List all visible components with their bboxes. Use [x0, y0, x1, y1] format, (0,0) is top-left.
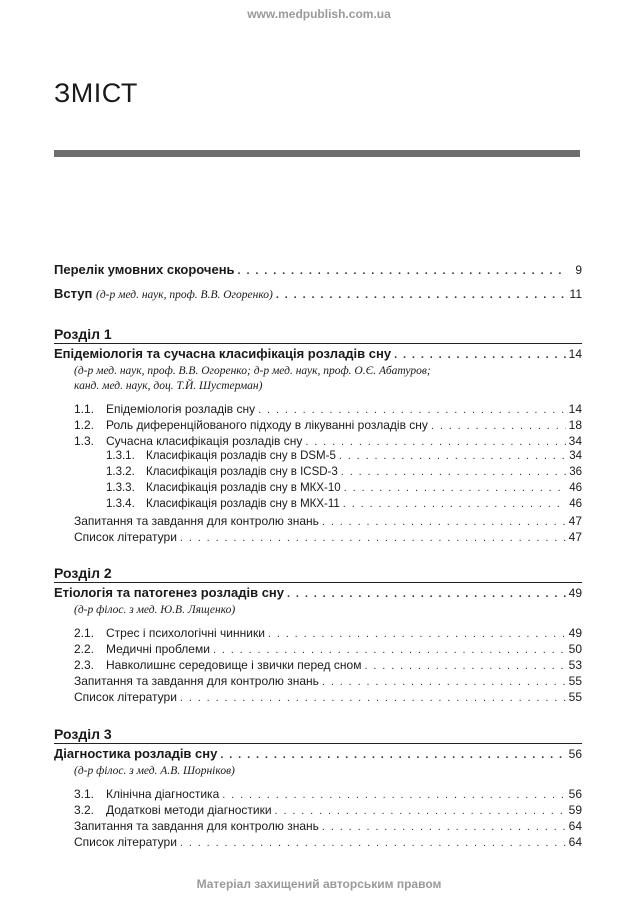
- watermark-copyright: Матеріал захищений авторським правом: [196, 877, 442, 891]
- dot-leader: [339, 450, 566, 462]
- toc-page-number: 14: [568, 347, 582, 361]
- toc-page-number: 36: [569, 466, 582, 478]
- dot-leader: [220, 749, 565, 761]
- toc-entry-references[interactable]: [54, 690, 582, 706]
- toc-entry-authors: (д-р мед. наук, проф. В.В. Огоренко): [96, 289, 273, 301]
- section-rule: [54, 743, 582, 744]
- section-rule: [54, 582, 582, 583]
- toc-section-title[interactable]: [54, 585, 582, 603]
- toc-page-number: 49: [568, 586, 582, 600]
- toc-entry-references[interactable]: [54, 835, 582, 851]
- toc-page-number: 64: [568, 819, 582, 833]
- section-heading: Розділ 1: [54, 326, 112, 342]
- toc-section-title[interactable]: [54, 346, 582, 364]
- toc-entry-number: 1.3.1.: [106, 450, 135, 462]
- toc-entry-label: [74, 626, 265, 640]
- toc-entry-label: [106, 466, 338, 478]
- toc-entry-introduction[interactable]: [54, 286, 582, 304]
- toc-section-1: [54, 326, 582, 546]
- toc-page-number: 9: [575, 263, 582, 277]
- dot-leader: [180, 837, 566, 849]
- toc-entry-number: 2.1.: [74, 626, 95, 640]
- toc-section-3: [54, 726, 582, 851]
- toc-entry[interactable]: [54, 787, 582, 803]
- dot-leader: [341, 466, 566, 478]
- toc-entry-title: Класифікація розладів сну в DSM-5: [146, 450, 336, 462]
- toc-entry-references[interactable]: [54, 530, 582, 546]
- toc-entry-label: [106, 450, 336, 462]
- toc-entry-review-questions[interactable]: [54, 514, 582, 530]
- toc-entry-number: 1.3.4.: [106, 498, 135, 510]
- toc-entry-label: Список літератури: [74, 835, 177, 849]
- toc-entry-title: Стрес і психологічні чинники: [106, 626, 265, 640]
- toc-entry-label: Запитання та завдання для контролю знань: [74, 514, 319, 528]
- toc-entry-label: [106, 498, 340, 510]
- toc-entry-label: [74, 803, 272, 817]
- toc-entry-number: 1.3.3.: [106, 482, 135, 494]
- section-authors: [54, 764, 582, 779]
- dot-leader: [322, 516, 566, 528]
- toc-entry[interactable]: [54, 402, 582, 418]
- dot-leader: [305, 436, 565, 448]
- toc-page-number: 64: [568, 835, 582, 849]
- dot-leader: [431, 420, 566, 432]
- toc-page-number: 47: [568, 530, 582, 544]
- toc-entry[interactable]: [54, 803, 582, 819]
- section-title-label: Діагностика розладів сну: [54, 746, 218, 761]
- toc-entry-review-questions[interactable]: [54, 819, 582, 835]
- toc-page-number: 18: [568, 418, 582, 432]
- dot-leader: [343, 498, 566, 510]
- toc-entry-title: Сучасна класифікація розладів сну: [106, 434, 303, 448]
- toc-entry-title: Навколишнє середовище і звички перед сном: [106, 658, 362, 672]
- watermark-url: www.medpublish.com.ua: [247, 7, 391, 21]
- dot-leader: [213, 644, 566, 656]
- toc-entry[interactable]: [54, 658, 582, 674]
- dot-leader: [344, 482, 567, 494]
- section-rule: [54, 343, 582, 344]
- toc-page-number: 53: [568, 658, 582, 672]
- toc-subentry[interactable]: [54, 498, 582, 514]
- toc-entry-title: Класифікація розладів сну в МКХ-10: [146, 482, 341, 494]
- dot-leader: [276, 289, 567, 301]
- toc-entry-label: Список літератури: [74, 690, 177, 704]
- toc-page-number: 56: [568, 787, 582, 801]
- toc-entry-label: [74, 418, 428, 432]
- toc-entry-title: Класифікація розладів сну в ICSD-3: [146, 466, 338, 478]
- page-title: ЗМІСТ: [54, 78, 138, 108]
- toc-entry[interactable]: [54, 626, 582, 642]
- toc-entry-label: [74, 658, 361, 672]
- toc-entry-number: 3.2.: [74, 803, 95, 817]
- toc-entry-label: [74, 787, 219, 801]
- table-of-contents: [54, 262, 582, 851]
- dot-leader: [394, 349, 566, 361]
- section-title-label: Етіологія та патогенез розладів сну: [54, 585, 285, 600]
- toc-page-number: 55: [568, 674, 582, 688]
- toc-entry-label: [106, 482, 341, 494]
- dot-leader: [364, 660, 565, 672]
- toc-subentry[interactable]: [54, 466, 582, 482]
- toc-page-number: 55: [568, 690, 582, 704]
- toc-entry-title: Медичні проблеми: [106, 642, 210, 656]
- toc-entry-number: 2.2.: [74, 642, 95, 656]
- dot-leader: [238, 265, 567, 277]
- dot-leader: [258, 404, 566, 416]
- toc-entry[interactable]: [54, 418, 582, 434]
- dot-leader: [222, 789, 565, 801]
- title-rule: [54, 150, 580, 157]
- section-heading: Розділ 2: [54, 565, 112, 581]
- authors-line: (д-р філос. з мед. Ю.В. Лященко): [74, 604, 236, 616]
- toc-entry-title: Клінічна діагностика: [106, 787, 220, 801]
- toc-page-number: 14: [568, 402, 582, 416]
- dot-leader: [268, 628, 566, 640]
- toc-page-number: 34: [568, 434, 582, 448]
- dot-leader: [275, 805, 566, 817]
- toc-entry-number: 2.3.: [74, 658, 95, 672]
- toc-entry-label: Запитання та завдання для контролю знань: [74, 674, 319, 688]
- toc-entry-title: Класифікація розладів сну в МКХ-11: [146, 498, 340, 510]
- toc-entry-review-questions[interactable]: [54, 674, 582, 690]
- toc-page-number: 34: [569, 450, 582, 462]
- authors-line: канд. мед. наук, доц. Т.Й. Шустерман): [74, 380, 263, 392]
- toc-entry-label: Список літератури: [74, 530, 177, 544]
- toc-entry-title: Епідеміологія розладів сну: [106, 402, 256, 416]
- toc-entry-abbreviations[interactable]: [54, 262, 582, 280]
- toc-entry-number: 3.1.: [74, 787, 95, 801]
- section-title-label: Епідеміологія та сучасна класифікація розладів сну: [54, 346, 392, 361]
- toc-page-number: 46: [569, 482, 582, 494]
- section-authors: [54, 364, 582, 394]
- toc-section-2: [54, 565, 582, 706]
- toc-page-number: 56: [568, 747, 582, 761]
- toc-entry-number: 1.3.: [74, 434, 95, 448]
- toc-entry[interactable]: [54, 642, 582, 658]
- toc-entry-title: Роль диференційованого підходу в лікуванні розладів сну: [106, 418, 428, 432]
- toc-entry-label: Перелік умовних скорочень: [54, 262, 235, 277]
- toc-entry-title: Вступ: [54, 286, 93, 301]
- dot-leader: [322, 676, 566, 688]
- toc-entry-label: [54, 286, 273, 301]
- toc-subentry[interactable]: [54, 482, 582, 498]
- toc-entry-number: 1.2.: [74, 418, 95, 432]
- authors-line: (д-р мед. наук, проф. В.В. Огоренко; д-р мед. наук, проф. О.Є. Абатуров;: [74, 365, 431, 377]
- toc-section-title[interactable]: [54, 746, 582, 764]
- section-authors: [54, 603, 582, 618]
- section-heading: Розділ 3: [54, 726, 112, 742]
- toc-entry-label: [74, 434, 302, 448]
- authors-line: (д-р філос. з мед. А.В. Шорніков): [74, 765, 235, 777]
- toc-entry-label: Запитання та завдання для контролю знань: [74, 819, 319, 833]
- dot-leader: [287, 588, 566, 600]
- toc-page-number: 49: [568, 626, 582, 640]
- toc-subentry[interactable]: [54, 450, 582, 466]
- toc-entry-label: [74, 642, 210, 656]
- dot-leader: [322, 821, 566, 833]
- toc-entry-number: 1.3.2.: [106, 466, 135, 478]
- toc-page-number: 46: [569, 498, 582, 510]
- toc-page-number: 11: [569, 287, 582, 301]
- dot-leader: [180, 532, 566, 544]
- dot-leader: [180, 692, 566, 704]
- toc-page-number: 47: [568, 514, 582, 528]
- toc-entry-title: Додаткові методи діагностики: [106, 803, 272, 817]
- toc-entry-label: [74, 402, 255, 416]
- toc-entry[interactable]: [54, 434, 582, 450]
- toc-page-number: 50: [568, 642, 582, 656]
- toc-entry-number: 1.1.: [74, 402, 95, 416]
- toc-page-number: 59: [568, 803, 582, 817]
